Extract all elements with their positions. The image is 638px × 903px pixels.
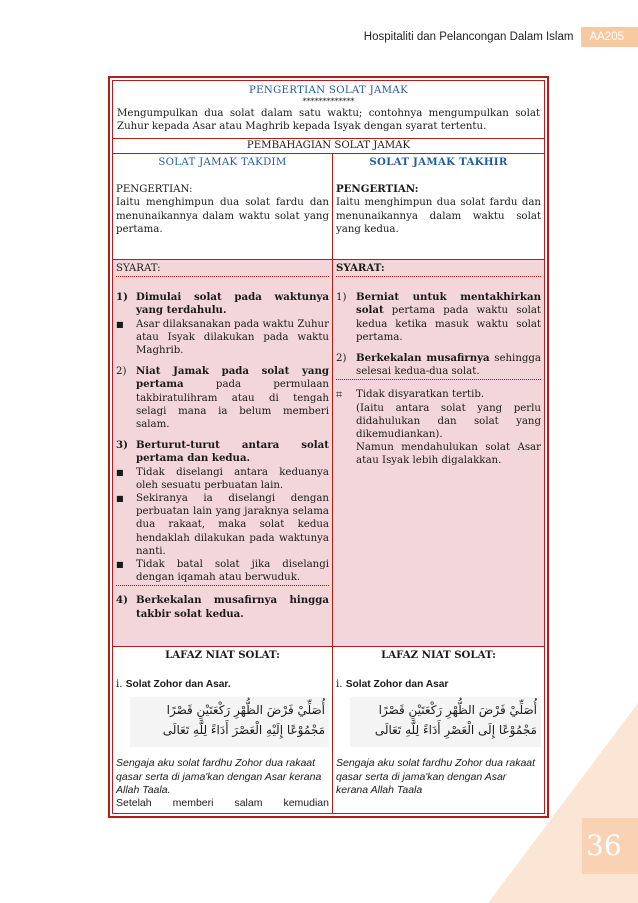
takdim-lafaz (113, 647, 333, 813)
takdim-pengertian-label: PENGERTIAN: (116, 184, 193, 196)
takhir-item-2: 2) Berkekalan musafirnya sehingga selesai kedua-dua solat. (336, 352, 541, 378)
pengertian-text: Mengumpulkan dua solat dalam satu waktu; contohnya mengumpulkan solat Zuhur kepada Asar atau Maghrib kepada Isyak dengan syarat tertentu. (117, 108, 540, 133)
takdim-after-text: Setelah memberi salam kemudian (116, 797, 329, 810)
pengertian-title: PENGERTIAN SOLAT JAMAK (249, 85, 408, 96)
takdim-item-3: 3) Berturut-turut antara solat pertama dan kedua. (116, 439, 329, 465)
content-table (112, 80, 545, 814)
takdim-translation: Sengaja aku solat fardhu Zohor dua rakaat qasar serta di jama'kan dengan Asar kerana Allah Taala. (116, 757, 322, 796)
takhir-pengertian-label: PENGERTIAN: (336, 183, 419, 196)
stars-divider: ************* (302, 97, 355, 107)
takhir-syarat-label: SYARAT: (336, 262, 385, 274)
square-bullet-icon: ■ (116, 560, 124, 570)
takhir-lafaz-label: LAFAZ NIAT SOLAT: (381, 649, 496, 661)
takhir-lafaz-title: i. Solat Zohor dan Asar (336, 679, 449, 691)
takdim-item-1: 1) Dimulai solat pada waktunya yang terdahulu. (116, 291, 329, 317)
takdim-item-3-bullet-1: ■ Tidak diselangi antara keduanya oleh sesuatu perbuatan lain. (116, 466, 329, 491)
takhir-heading: SOLAT JAMAK TAKHIR (369, 156, 508, 168)
page-number: 36 (582, 818, 638, 874)
page-header (364, 26, 638, 48)
takhir-arabic-niat: أُصَلِّيْ فَرْضَ الظُّهْرِ رَكْعَتَيْنِ قَصْرًا مَجْمُوْعًا إِلَى الْعَصْرِ أَدَاءً لِلَّهِ تَعَالَى (350, 697, 541, 747)
takhir-note: ⌗ Tidak disyaratkan tertib. (336, 388, 485, 402)
syarat-row (113, 259, 544, 646)
hash-bullet-icon: ⌗ (336, 388, 343, 402)
takhir-item-1: 1) Berniat untuk mentakhirkan solat pertama pada waktu solat kedua ketika masuk waktu solat pertama. (336, 291, 541, 343)
takhir-lafaz (333, 647, 544, 813)
takhir-definition (333, 154, 544, 259)
takhir-pengertian-text: Iaitu menghimpun dua solat fardu dan menunaikannya dalam waktu solat yang kedua. (336, 197, 541, 235)
content-frame (108, 76, 549, 818)
takhir-note-text: (Iaitu antara solat yang perlu didahulukan dan solat yang dikemudiankan). (356, 402, 541, 441)
square-bullet-icon: ■ (116, 467, 124, 477)
pembahagian-title: PEMBAHAGIAN SOLAT JAMAK (113, 139, 544, 154)
takdim-arabic-niat: أُصَلِّيْ فَرْضَ الظُّهْرِ رَكْعَتَيْنِ قَصْرًا مَجْمُوْعًا إِلَيْهِ الْعَصْرَ أَدَاءً لِلَّهِ تَعَالَى (130, 697, 329, 747)
takdim-item-3-bullet-3: ■ Tidak batal solat jika diselangi dengan iqamah atau berwuduk. (116, 559, 329, 584)
square-bullet-icon: ■ (116, 319, 124, 329)
takdim-item-2: 2) Niat Jamak pada solat yang pertama pada permulaan takbiratulihram atau di tengah selagi mana ia belum memberi salam. (116, 365, 329, 431)
takdim-syarat-label: SYARAT: (116, 263, 161, 274)
takdim-lafaz-title: i. Solat Zohor dan Asar. (116, 679, 231, 691)
takhir-note-text2: Namun mendahulukan solat Asar atau Isyak lebih digalakkan. (356, 442, 541, 467)
definition-row (113, 154, 544, 259)
takdim-item-4: 4) Berkekalan musafirnya hingga takbir solat kedua. (116, 594, 329, 620)
takhir-syarat (333, 260, 544, 646)
course-code-badge: AA205 (581, 27, 638, 47)
takdim-item-1-bullet: ■ Asar dilaksanakan pada waktu Zuhur atau Isyak dilakukan pada waktu Maghrib. (116, 318, 329, 357)
takdim-item-3-bullet-2: ■ Sekiranya ia diselangi dengan perbuatan lain yang jaraknya selama dua rakaat, maka solat kedua hendaklah dilakukan pada waktunya nanti. (116, 493, 329, 557)
takdim-lafaz-label: LAFAZ NIAT SOLAT: (165, 649, 280, 661)
lafaz-row (113, 646, 544, 813)
takdim-pengertian-text: Iaitu menghimpun dua solat fardu dan menunaikannya dalam waktu solat yang pertama. (116, 197, 329, 235)
header-title: Hospitaliti dan Pelancongan Dalam Islam (363, 31, 574, 43)
square-bullet-icon: ■ (116, 494, 124, 504)
takhir-translation: Sengaja aku solat fardhu Zohor dua rakaat qasar serta di jama'kan dengan Asar kerana Allah Taala (336, 757, 536, 796)
takdim-syarat (113, 260, 333, 646)
takdim-definition (113, 154, 333, 259)
takdim-heading: SOLAT JAMAK TAKDIM (158, 157, 287, 168)
pengertian-section (113, 81, 544, 139)
